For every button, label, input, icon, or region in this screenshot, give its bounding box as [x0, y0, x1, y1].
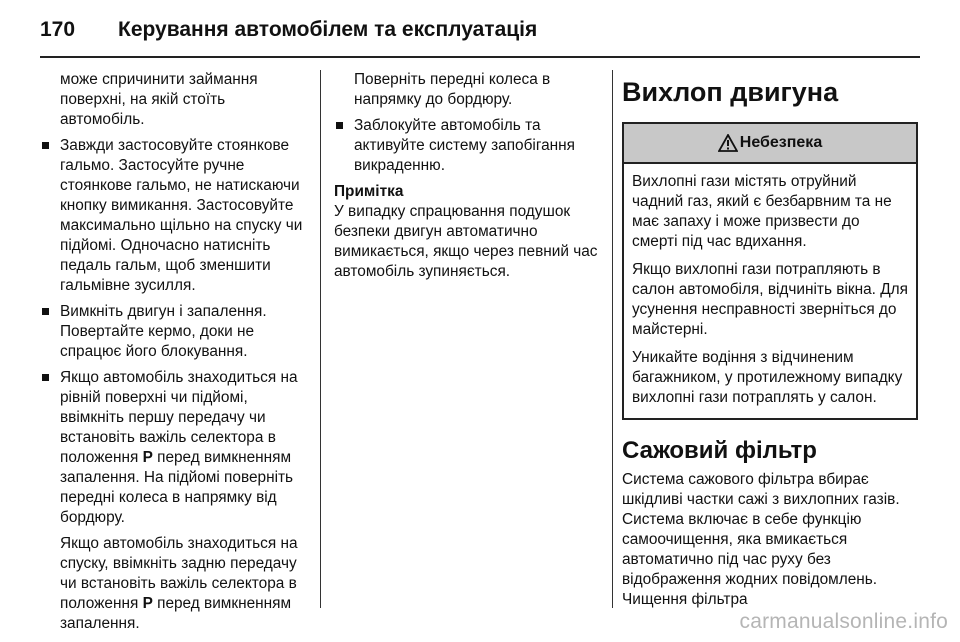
list-item: [40, 302, 306, 362]
list-item-text: Вимкніть двигун і запалення. Повертайте кермо, доки не спрацює його блокування.: [60, 303, 267, 360]
warning-label: Небезпека: [739, 134, 823, 151]
note-title: Примітка: [334, 183, 404, 200]
list-item-text: Завжди застосовуйте стоянкове гальмо. Застосуйте ручне стоянкове гальмо, не натискаючи кнопку вимикання. Застосовуйте максимально щільно на спуску чи підйомі. Одночасно натисніть педаль гальм, щоб зменшити гальмівне зусилля.: [60, 137, 303, 294]
column-3: [622, 70, 922, 616]
column-1: [40, 70, 306, 640]
warning-paragraph: Вихлопні гази містять отруйний чадний газ, який є безбарвним та не має запаху і може призвести до смерті під час вдихання.: [632, 173, 892, 250]
warning-box: [622, 122, 918, 420]
square-bullet-icon: [42, 142, 49, 149]
warning-body: [624, 164, 916, 418]
section-text: Система сажового фільтра вбирає шкідливі частки сажі з вихлопних газів. Система включає в себе функцію самоочищення, яка вмикається автоматично під час руху без відображення жодних повідомлень. Чищення фільтра: [622, 471, 900, 608]
column-2: [334, 70, 602, 288]
list-item: [334, 116, 602, 176]
square-bullet-icon: [336, 122, 343, 129]
warning-header: [624, 124, 916, 164]
gear-position-p: P: [142, 449, 153, 466]
warning-paragraph: Уникайте водіння з відчиненим багажником, у протилежному випадку вихлопні гази потраплять у салон.: [632, 349, 903, 406]
warning-paragraph: Якщо вихлопні гази потрапляють в салон автомобіля, відчиніть вікна. Для усунення несправності зверніться до майстерні.: [632, 261, 908, 338]
watermark: carmanualsonline.info: [739, 610, 948, 633]
continued-text: Поверніть передні колеса в напрямку до бордюру.: [354, 71, 551, 108]
square-bullet-icon: [42, 308, 49, 315]
paragraph: [40, 534, 306, 634]
list-item: [40, 136, 306, 296]
list-item: [40, 368, 306, 528]
list-item-text: Заблокуйте автомобіль та активуйте систему запобігання викраденню.: [354, 117, 576, 174]
column-divider-2: [612, 70, 613, 608]
page-title: Керування автомобілем та експлуатація: [118, 18, 538, 41]
page-number: 170: [40, 18, 76, 41]
header-divider: [40, 56, 920, 58]
paragraph-text: Якщо автомобіль знаходиться на спуску, ввімкніть задню передачу чи встановіть важіль селектора в положення: [60, 535, 298, 612]
list-item-text: перед вимкненням запалення. На підйомі поверніть передні колеса в напрямку від бордюру.: [60, 449, 294, 526]
paragraph-text: перед вимкненням запалення.: [60, 595, 292, 632]
list-item-text: Якщо автомобіль знаходиться на рівній поверхні чи підйомі, ввімкніть першу передачу чи встановіть важіль селектора в положення: [60, 369, 298, 466]
square-bullet-icon: [42, 374, 49, 381]
gear-position-p: P: [142, 595, 153, 612]
section-title-soot-filter: Сажовий фільтр: [622, 437, 817, 464]
note-text: У випадку спрацювання подушок безпеки двигун автоматично вимикається, якщо через певний час автомобіль зупиняється.: [334, 203, 598, 280]
warning-triangle-icon: [718, 134, 738, 152]
page-header: [40, 10, 920, 50]
section-title-exhaust: Вихлоп двигуна: [622, 77, 839, 107]
continued-text: може спричинити займання поверхні, на якій стоїть автомобіль.: [60, 71, 258, 128]
column-divider-1: [320, 70, 321, 608]
